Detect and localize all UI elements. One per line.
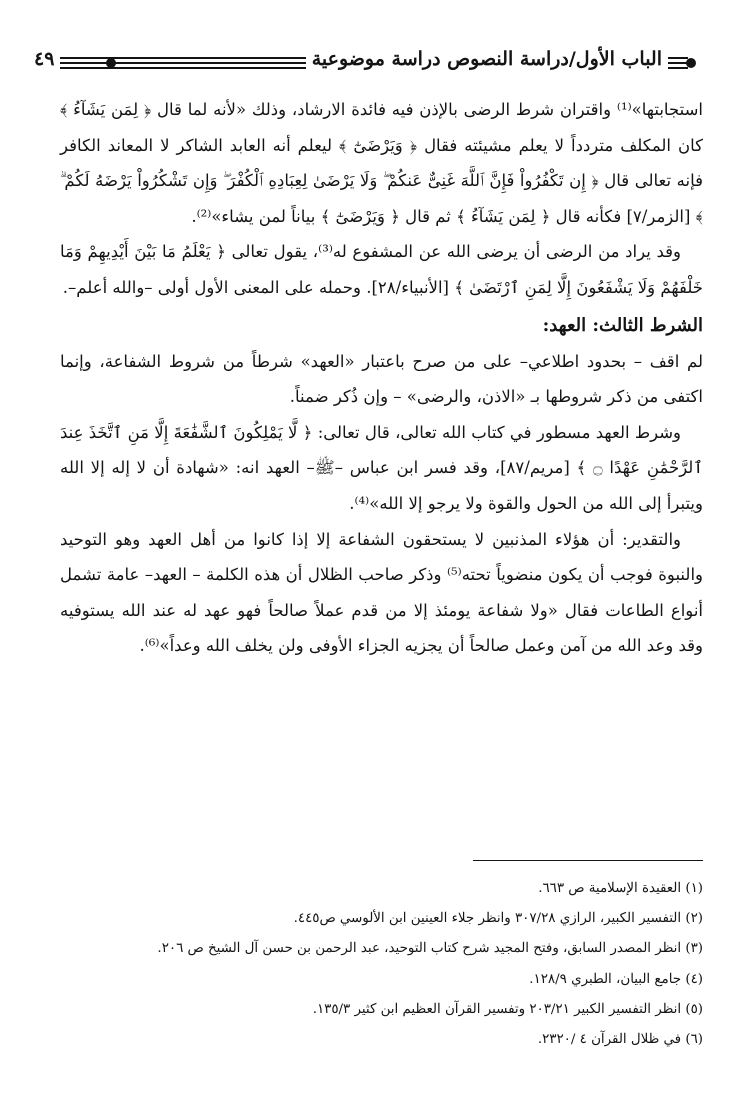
page-header [34, 48, 702, 78]
footnote-3: (٣) انظر المصدر السابق، وفتح المجيد شرح كتاب التوحيد، عبد الرحمن بن حسن آل الشيخ ص ٢٠٦. [157, 941, 703, 957]
paragraph-3: لم اقف – بحدود اطلاعي– على من صرح باعتبار «العهد» شرطاً من شروط الشفاعة، وإنما اكتفى من ذكر شروطها بـ «الاذن، والرضى» – وإن ذُكر ضمناً. [60, 351, 703, 407]
chapter-title: الباب الأول/دراسة النصوص دراسة موضوعية [306, 48, 668, 70]
paragraph-5: والتقدير: أن هؤلاء المذنبين لا يستحقون الشفاعة إلا إذا كانوا من أهل العهد وهو التوحيد والنبوة فوجب أن يكون منضوياً تحته⁽⁵⁾ وذكر صاحب الظلال أن هذه الكلمة – العهد– عامة تشمل أنواع الطاعات فقال «ولا شفاعة يومئذ إلا من قدم عملاً صالحاً فهو عهد له عند الله يستوفيه وقد وعد الله من آمن وعمل صالحاً أن يجزيه الجزاء الأوفى ولن يخلف الله وعداً»⁽⁶⁾. [60, 529, 703, 656]
footnote-2: (٢) التفسير الكبير، الرازي ٣٠٧/٢٨ وانظر جلاء العينين ابن الألوسي ص٤٤٥. [293, 911, 703, 927]
section-heading: الشرط الثالث: العهد: [542, 314, 703, 336]
footnote-1: (١) العقيدة الإسلامية ص ٦٦٣. [538, 881, 703, 896]
page-number: ٤٩ [34, 48, 60, 70]
main-text [60, 92, 703, 664]
footnote-separator [473, 860, 703, 861]
paragraph-4: وشرط العهد مسطور في كتاب الله تعالى، قال تعالى: ﴿ لَّا يَمْلِكُونَ ٱلشَّفَٰعَةَ إِلَّا مَنِ ٱتَّخَذَ عِندَ ٱلرَّحْمَٰنِ عَهْدًا ۝ ﴾ [مريم/٨٧]، وقد فسر ابن عباس –ﷺ– العهد انه: «شهادة أن لا إله إلا الله ويتبرأ إلى الله من الحول والقوة ولا يرجو إلا الله»⁽⁴⁾. [60, 422, 703, 513]
footnote-4: (٤) جامع البيان، الطبري ١٢٨/٩. [529, 971, 703, 987]
footnote-6: (٦) في ظلال القرآن ٤ /٢٣٢٠. [537, 1032, 703, 1048]
paragraph-2: وقد يراد من الرضى أن يرضى الله عن المشفوع له⁽³⁾، يقول تعالى ﴿ يَعْلَمُ مَا بَيْنَ أَيْدِيهِمْ وَمَا خَلْفَهُمْ وَلَا يَشْفَعُونَ إِلَّا لِمَنِ ٱرْتَضَىٰ ﴾ [الأنبياء/٢٨]. وحمله على المعنى الأول أولى –والله أعلم–. [60, 242, 703, 297]
paragraph-1: استجابتها»⁽¹⁾ واقتران شرط الرضى بالإذن فيه فائدة الارشاد، وذلك «لأنه لما قال ﴿ لِمَن يَشَآءُ ﴾ كان المكلف متردداً لا يعلم مشيئته فقال ﴿ وَيَرْضَىٰٓ ﴾ ليعلم أنه العابد الشاكر لا المعاند الكافر فإنه تعالى قال ﴿ إِن تَكْفُرُواْ فَإِنَّ ٱللَّهَ غَنِىٌّ عَنكُمْ ۖ وَلَا يَرْضَىٰ لِعِبَادِهِ ٱلْكُفْرَ ۖ وَإِن تَشْكُرُواْ يَرْضَهُ لَكُمْ ۗ ﴾ [الزمر/٧] فكأنه قال ﴿ لِمَن يَشَآءُ ﴾ ثم قال ﴿ وَيَرْضَىٰٓ ﴾ بياناً لمن يشاء»⁽²⁾. [60, 100, 703, 226]
footnote-5: (٥) انظر التفسير الكبير ٢٠٣/٢١ وتفسير القرآن العظيم ابن كثير ١٣٥/٣. [312, 1001, 703, 1017]
footnotes [43, 874, 703, 1055]
header-ornament-left [106, 58, 116, 68]
header-ornament-right [686, 58, 696, 68]
